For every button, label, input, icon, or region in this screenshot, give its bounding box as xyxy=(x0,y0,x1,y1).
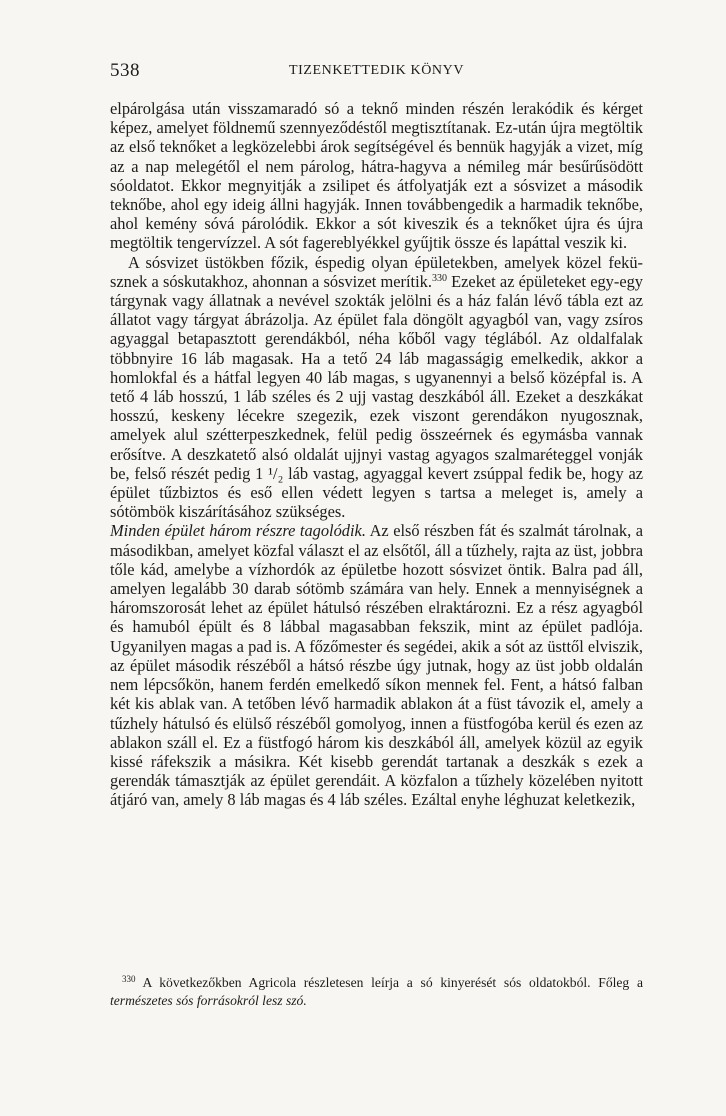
paragraph-3 xyxy=(110,521,643,809)
page-number: 538 xyxy=(110,60,140,81)
paragraph-1: elpárolgása után visszamaradó só a teknő minden részén lerakódik és kérget képez, amelyet földnemű szennyeződéstől megtisztítanak. Ez-után újra megtöltik az első teknőket a legközelebbi árok segítségével és bennük hagyják a vizet, míg az a nap melegétől el nem párolog, hátra-hagyva a némileg már besűrűsödött sóoldatot. Ekkor megnyitják a zsilipet és átfolyatják ezt a sósvizet a második teknőbe, ahol egy ideig állni hagyják. Innen továbbengedik a harmadik teknőbe, ahol kemény sóvá párolódik. Ekkor a sót kiveszik és a teknőket újra és újra megtöltik tengervízzel. A sót fagereblyékkel gyűjtik össze és lapáttal veszik ki. xyxy=(110,99,643,253)
body-text xyxy=(110,99,643,810)
paragraph-2-text-b: Ezeket az épületeket egy-egy tárgynak vagy állatnak a nevével szokták jelölni és a ház falán lévő tábla ezt az állatot vagy tárgyat ábrázolja. Az épület fala döngölt agyagból van, vagy zsíros agyaggal betapasztott gerendákból, néha kőből vagy téglából. Az oldalfalak többnyire 16 láb magasak. Ha a tető 24 láb magasságig emelkedik, akkor a homlokfal és a hátfal legyen 40 láb magas, s ugyanennyi a belső középfal is. A tető 4 láb hosszú, 1 láb széles és 2 ujj vastag deszkából áll. Ezeket a deszkákat hosszú, keskeny lécekre szegezik, ezek viszont gerendákon nyugosznak, amelyek alul szétterpeszkednek, felül pedig összeérnek és egymásba vannak erősítve. A deszkatető alsó oldalát ujjnyi vastag agyagos szalmaréteggel vonják be, felső részét pedig 1 ¹/₂ láb vastag, agyaggal kevert zsúppal fedik be, hogy az épület tűzbiztos és eső ellen védett legyen s tartsa a meleget is, amely a sótömbök kiszárításához szükséges. xyxy=(110,271,643,522)
footnote-text: A következőkben Agricola részletesen leírja a só kinyerését sós oldatokból. Főleg a xyxy=(135,975,643,990)
page-header xyxy=(110,60,643,84)
footnote xyxy=(110,974,643,1010)
paragraph-3-lead: Minden épület három részre tagolódik. xyxy=(110,521,366,541)
running-head: TIZENKETTEDIK KÖNYV xyxy=(288,63,465,78)
footnote-ref-330[interactable]: 330 xyxy=(431,272,447,284)
footnote-italic-text: természetes sós forrásokról lesz szó. xyxy=(110,993,307,1008)
paragraph-2-text-a: A sósvizet üstökben főzik, éspedig olyan épületekben, amelyek közel feküsznek a sóskutakhoz, ahonnan a sósvizet merítik. xyxy=(110,252,643,291)
footnote-number: 330 xyxy=(122,974,136,984)
paragraph-3-text: Az első részben fát és szalmát tárolnak, a másodikban, amelyet közfal választ el az elsőtől, áll a tűzhely, rajta az üst, jobbra tőle kád, amelybe a vízhordók az épületbe hozott sósvizet öntik. Balra pad áll, amelyen legalább 30 darab sótömb számára van hely. Ennek a mennyiségnek a háromszorosát lehet az épület hátulsó részében elraktározni. Ez a rész agyagból és hamuból épült és 8 lábbal magasabban fekszik, mint az épület padlója. Ugyanilyen magas a pad is. A főzőmester és segédei, akik a sót az üsttől elviszik, az épület második részéből a hátsó részbe úgy jutnak, hogy az üst jobb oldalán nem lépcsőkön, hanem ferdén emelkedő síkon mennek fel. Fent, a hátsó falban két kis ablak van. A tetőben lévő harmadik ablakon át a füst távozik el, amely a tűzhely hátulsó és elülső részéből gomolyog, innen a füstfogóba kerül és ezen az ablakon száll el. Ez a füstfogó három kis deszkából áll, amelyek közül az egyik kissé ráfekszik a másikra. Két kisebb gerendát tartanak a deszkák s ezek a gerendák támasztják az épület gerendáit. A közfalon a tűzhely közelében nyitott átjáró van, amely 8 láb magas és 4 láb széles. Ezáltal enyhe léghuzat keletkezik, xyxy=(110,521,643,810)
footnote-330 xyxy=(110,974,643,1010)
paragraph-2 xyxy=(110,253,643,522)
